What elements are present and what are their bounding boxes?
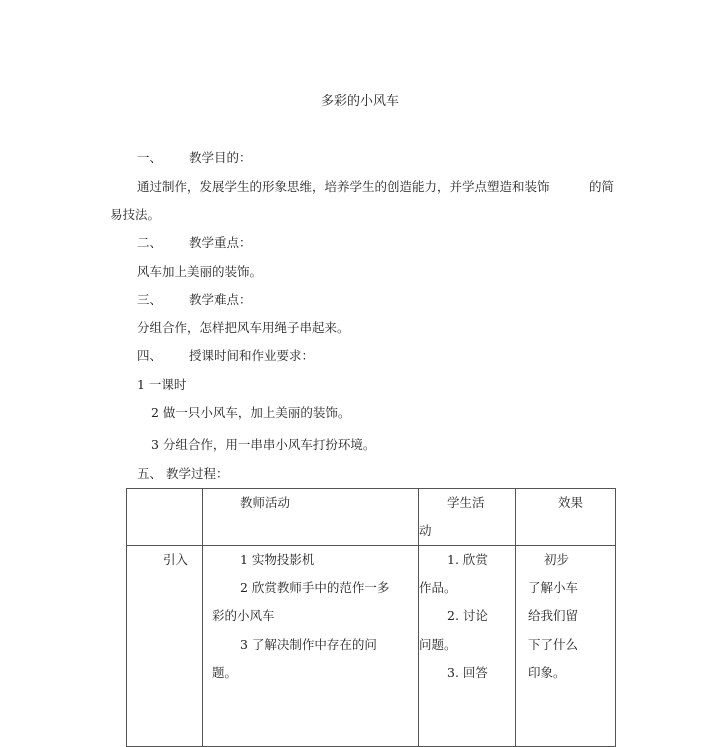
section-2-body: 风车加上美丽的装饰。 (137, 264, 263, 279)
table-header-row (127, 489, 616, 546)
effect-line: 印象。 (528, 665, 566, 680)
header-effect: 效果 (558, 495, 584, 510)
header-student-activity-line2: 动 (419, 523, 432, 538)
page-title: 多彩的小风车 (321, 94, 400, 109)
teacher-line: 彩的小风车 (212, 608, 275, 623)
header-teacher-activity: 教师活动 (240, 495, 291, 510)
student-line: 2. 讨论 (447, 608, 488, 623)
section-4-title: 授课时间和作业要求： (189, 348, 315, 363)
table-row (127, 546, 616, 747)
teacher-line: 1 实物投影机 (240, 552, 315, 567)
section-4-item-3: 3 分组合作，用一串串小风车打扮环境。 (151, 437, 376, 452)
header-student-activity-line1: 学生活 (447, 495, 485, 510)
section-4-item-2: 2 做一只小风车，加上美丽的装饰。 (151, 405, 351, 420)
student-line: 3. 回答 (447, 665, 488, 680)
section-1-number: 一、 (137, 150, 163, 165)
header-effect-cell (516, 489, 616, 546)
effect-cell (516, 546, 616, 747)
section-1-title: 教学目的： (189, 150, 252, 165)
header-teacher-cell (203, 489, 419, 546)
stage-label: 引入 (163, 552, 189, 567)
stage-cell (127, 546, 203, 747)
teacher-line: 题。 (212, 665, 238, 680)
section-3-body: 分组合作，怎样把风车用绳子串起来。 (137, 320, 350, 335)
section-3-title: 教学难点： (189, 292, 252, 307)
section-3-number: 三、 (137, 292, 163, 307)
section-2-number: 二、 (137, 235, 163, 250)
section-1-body-line1: 通过制作，发展学生的形象思维，培养学生的创造能力，并学点塑造和装饰 (137, 179, 550, 194)
header-student-cell (419, 489, 516, 546)
section-5-title: 五、 教学过程： (137, 466, 229, 481)
section-2-title: 教学重点： (189, 235, 252, 250)
effect-line: 了解小车 (528, 580, 579, 595)
teacher-line: 2 欣赏教师手中的范作一多 (240, 580, 390, 595)
teacher-activity-cell (203, 546, 419, 747)
student-activity-cell (419, 546, 516, 747)
student-line: 作品。 (419, 580, 457, 595)
effect-line: 给我们留 (528, 608, 579, 623)
student-line: 问题。 (419, 637, 457, 652)
effect-line: 下了什么 (528, 637, 579, 652)
section-4-item-1: 1 一课时 (137, 377, 187, 392)
student-line: 1. 欣赏 (447, 552, 488, 567)
lesson-process-table (126, 488, 616, 747)
section-1-body-tail: 的简 (589, 179, 615, 194)
header-stage-cell (127, 489, 203, 546)
section-1-body-line2: 易技法。 (110, 207, 161, 222)
teacher-line: 3 了解决制作中存在的问 (240, 637, 377, 652)
effect-line: 初步 (544, 552, 570, 567)
section-4-number: 四、 (137, 348, 163, 363)
